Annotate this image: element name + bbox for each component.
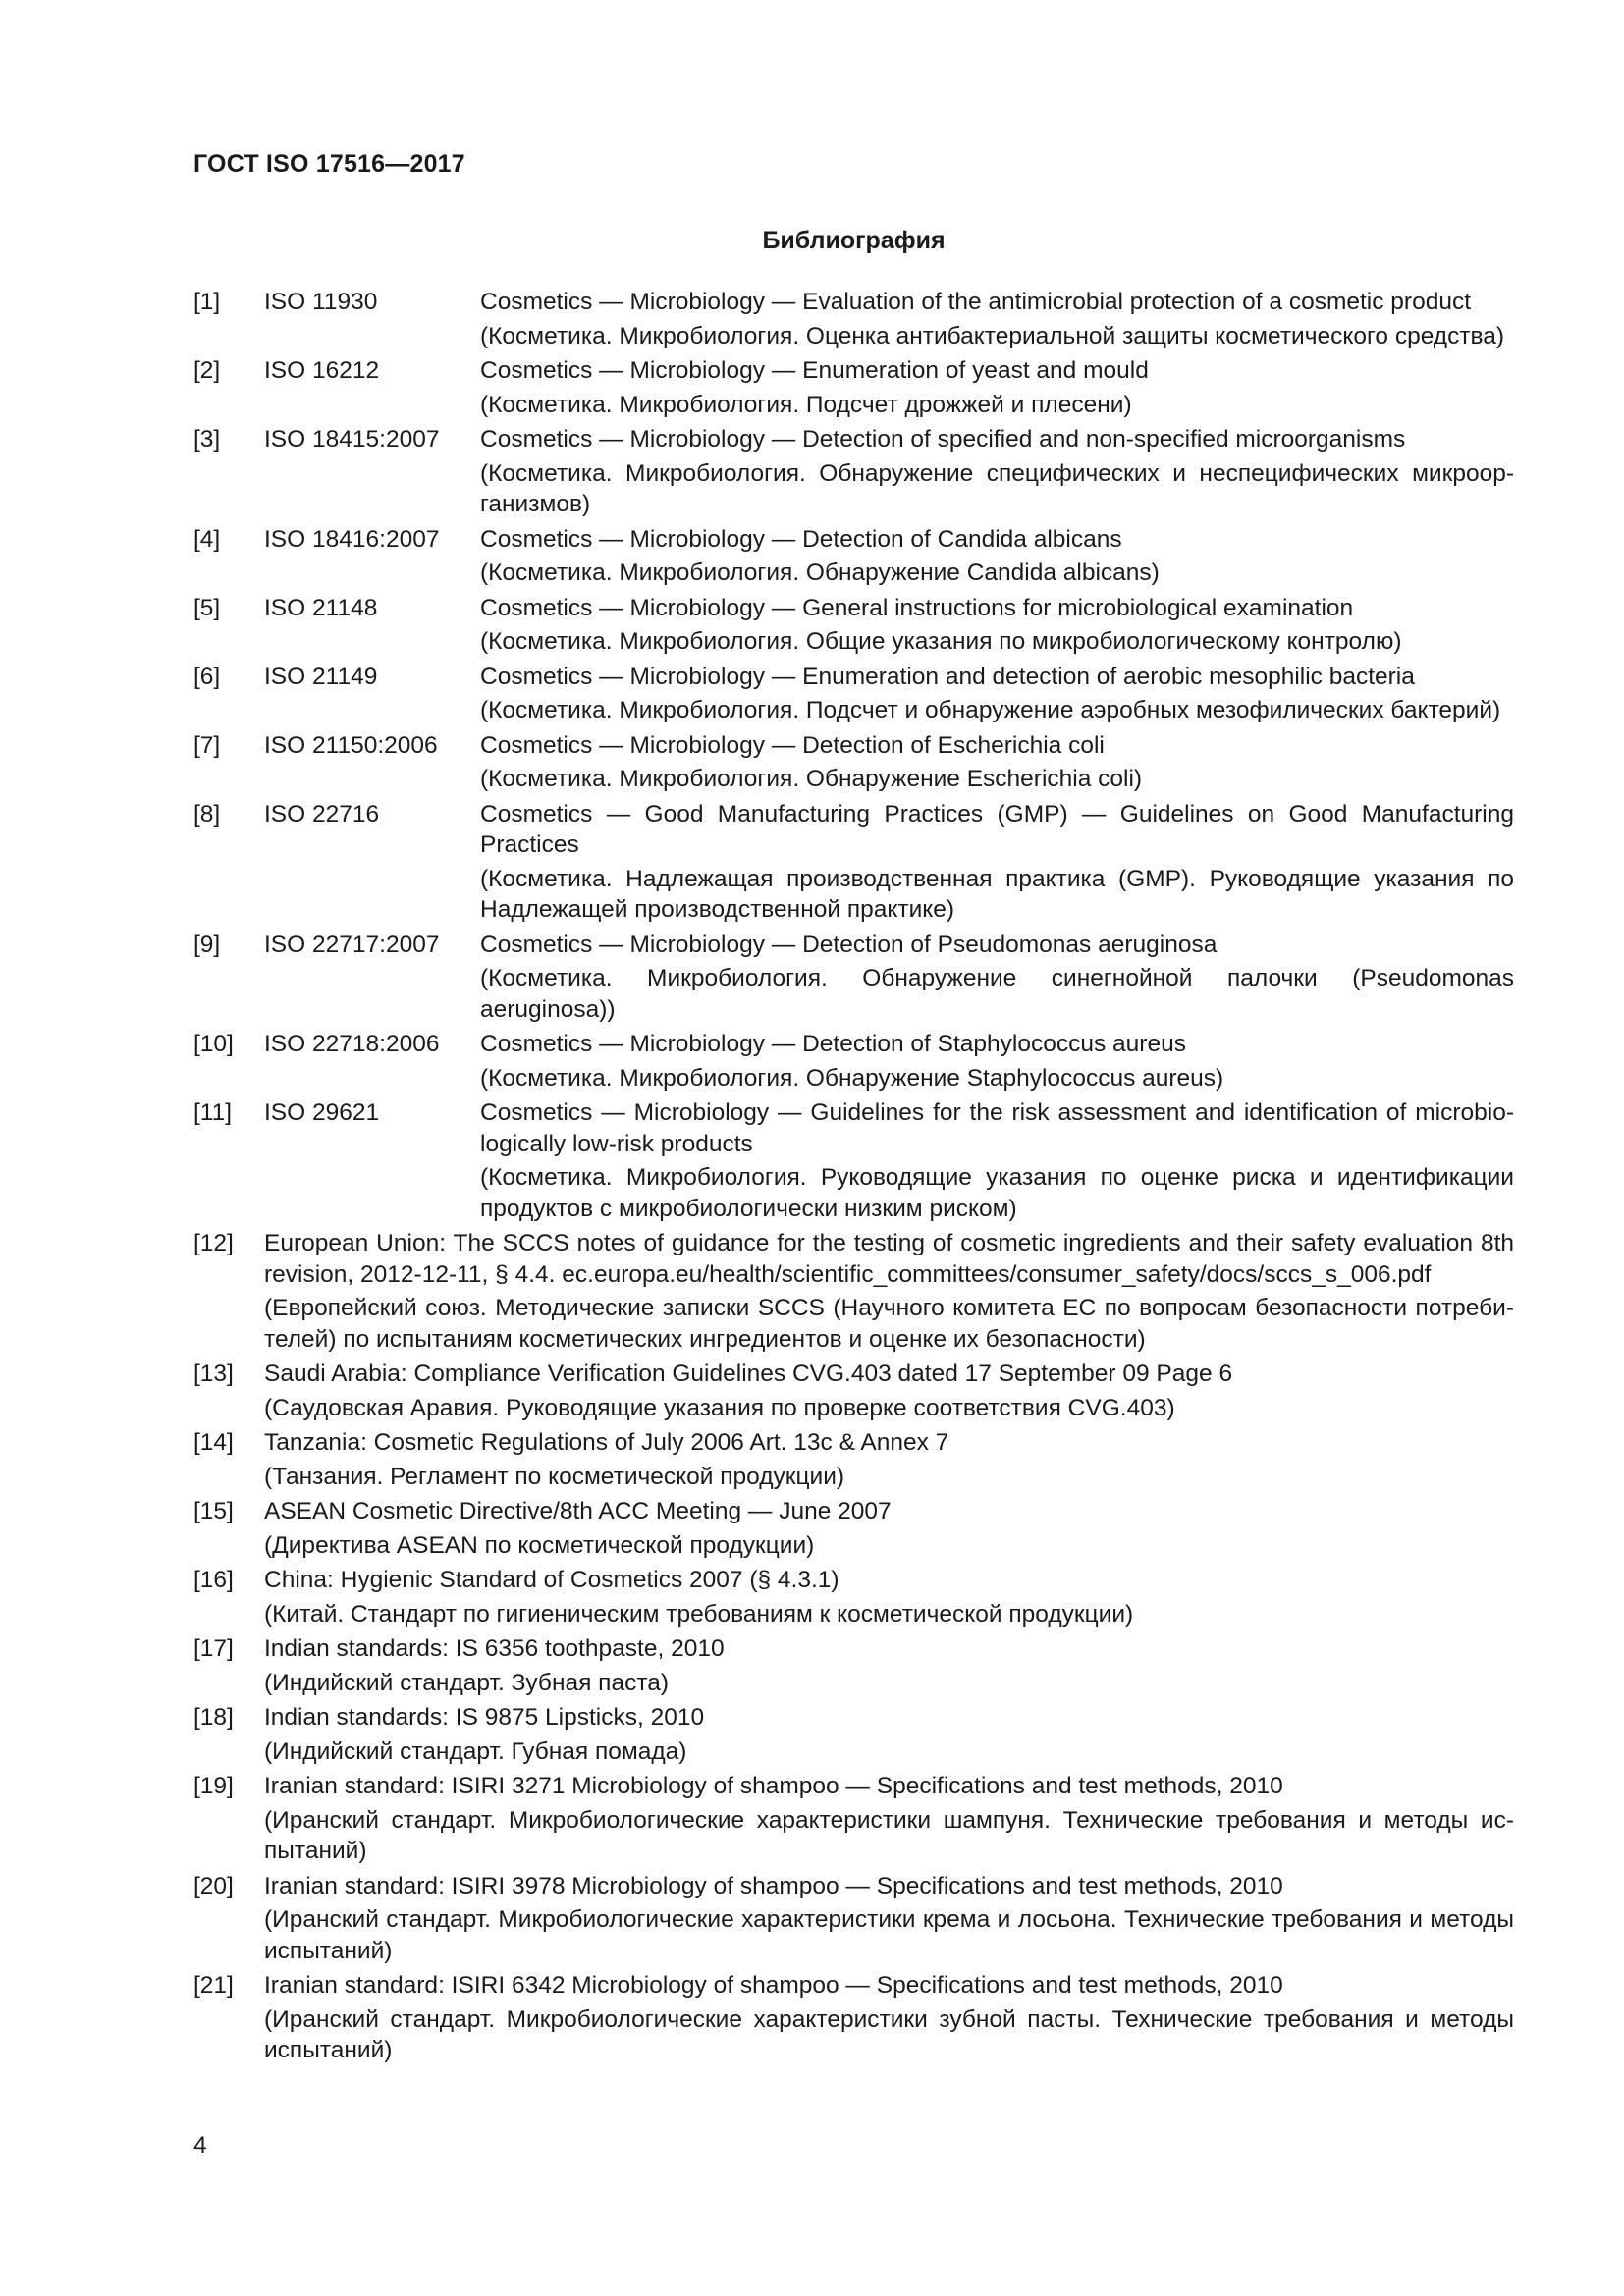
entry-title-en: Cosmetics — Microbiology — Enumeration and detection of aerobic mesophilic bacteria bbox=[480, 663, 1415, 690]
entry-number: [7] bbox=[193, 731, 221, 759]
entry-number: [20] bbox=[193, 1872, 234, 1899]
standard-code: ISO 21148 bbox=[264, 594, 378, 621]
bibliography-entry bbox=[193, 930, 1514, 1026]
entry-title-ru: (Косметика. Микробиология. Общие указания по микробиологическому контролю) bbox=[480, 628, 1402, 655]
bibliography-entry bbox=[193, 799, 1514, 926]
entry-title-ru: (Танзания. Регламент по косметической продукции) bbox=[264, 1463, 845, 1490]
entry-title-ru: (Индийский стандарт. Губная помада) bbox=[264, 1737, 687, 1765]
standard-code: ISO 18415:2007 bbox=[264, 426, 440, 453]
entry-title-en: Indian standards: IS 6356 toothpaste, 2010 bbox=[264, 1635, 725, 1662]
entry-title-ru: (Косметика. Микробиология. Руководящие указания по оценке риска и идентификации продуктов с микробиологически низким риском) bbox=[480, 1164, 1514, 1222]
bibliography-entry bbox=[193, 1633, 1514, 1698]
bibliography-entry bbox=[193, 424, 1514, 520]
entry-title-en: Cosmetics — Microbiology — Guidelines for the risk assessment and identification of microbiologically low-risk products bbox=[480, 1099, 1514, 1157]
bibliography-entry bbox=[193, 1702, 1514, 1767]
entry-title-ru: (Европейский союз. Методические записки SCCS (Научного комитета ЕС по вопросам безопасности потребителей) по испытаниям косметических ингредиентов и оценке их безопасности) bbox=[264, 1295, 1514, 1353]
entry-title-en: Iranian standard: ISIRI 3271 Microbiology of shampoo — Specifications and test methods, 2010 bbox=[264, 1773, 1283, 1799]
entry-number: [16] bbox=[193, 1567, 234, 1593]
bibliography-entry bbox=[193, 1029, 1514, 1094]
entry-number: [15] bbox=[193, 1498, 234, 1524]
standard-code: ISO 21149 bbox=[264, 663, 378, 690]
entry-title-ru: (Косметика. Микробиология. Обнаружение специфических и неспецифических микроорганизмов) bbox=[480, 459, 1514, 517]
bibliography-list bbox=[193, 287, 1514, 2070]
entry-title-ru: (Косметика. Микробиология. Подсчет и обнаружение аэробных мезофилических бактерий) bbox=[480, 697, 1501, 723]
entry-title-en: ASEAN Cosmetic Directive/8th ACC Meeting — June 2007 bbox=[264, 1498, 892, 1524]
standard-code: ISO 22716 bbox=[264, 800, 380, 828]
entry-number: [9] bbox=[193, 931, 221, 958]
standard-code: ISO 22717:2007 bbox=[264, 931, 440, 958]
entry-title-ru: (Косметика. Микробиология. Оценка антибактериальной защиты косметического средства) bbox=[480, 322, 1505, 349]
bibliography-title: Библиография bbox=[762, 227, 946, 254]
bibliography-entry bbox=[193, 1565, 1514, 1629]
entry-title-ru: (Косметика. Микробиология. Подсчет дрожжей и плесени) bbox=[480, 391, 1132, 418]
entry-title-ru: (Косметика. Микробиология. Обнаружение Staphylococcus aureus) bbox=[480, 1064, 1224, 1092]
entry-title-ru: (Иранский стандарт. Микробиологические характеристики шампуня. Технические требования и методы испытаний) bbox=[264, 1806, 1514, 1864]
entry-title-en: China: Hygienic Standard of Cosmetics 2007 (§ 4.3.1) bbox=[264, 1567, 839, 1593]
entry-number: [17] bbox=[193, 1635, 234, 1662]
entry-title-ru: (Директива ASEAN по косметической продукции) bbox=[264, 1531, 815, 1559]
entry-title-ru: (Косметика. Микробиология. Обнаружение Candida albicans) bbox=[480, 560, 1160, 586]
entry-title-en: Iranian standard: ISIRI 6342 Microbiology of shampoo — Specifications and test methods, 2010 bbox=[264, 1972, 1283, 1999]
bibliography-entry bbox=[193, 1097, 1514, 1224]
entry-title-en: Cosmetics — Good Manufacturing Practices (GMP) — Guidelines on Good Manufacturing Practices bbox=[480, 800, 1514, 858]
entry-number: [3] bbox=[193, 426, 221, 453]
entry-title-en: Cosmetics — Microbiology — Detection of Escherichia coli bbox=[480, 731, 1105, 759]
entry-title-en: Indian standards: IS 9875 Lipsticks, 2010 bbox=[264, 1704, 705, 1731]
entry-title-ru: (Китай. Стандарт по гигиеническим требованиям к косметической продукции) bbox=[264, 1600, 1134, 1628]
bibliography-entry bbox=[193, 1359, 1514, 1423]
bibliography-entry bbox=[193, 1228, 1514, 1355]
bibliography-entry bbox=[193, 593, 1514, 658]
entry-number: [19] bbox=[193, 1773, 234, 1799]
bibliography-entry bbox=[193, 524, 1514, 589]
entry-number: [21] bbox=[193, 1972, 234, 1999]
bibliography-entry bbox=[193, 1427, 1514, 1492]
document-header: ГОСТ ISO 17516—2017 bbox=[193, 150, 465, 178]
entry-number: [18] bbox=[193, 1704, 234, 1731]
bibliography-entry bbox=[193, 1496, 1514, 1561]
entry-title-ru: (Косметика. Микробиология. Обнаружение синегнойной палочки (Pseudomonas aeruginosa)) bbox=[480, 965, 1514, 1023]
bibliography-entry bbox=[193, 730, 1514, 795]
entry-title-en: Cosmetics — Microbiology — Detection of Candida albicans bbox=[480, 525, 1122, 553]
entry-title-en: Cosmetics — Microbiology — Evaluation of the antimicrobial protection of a cosmetic product bbox=[480, 289, 1472, 315]
entry-title-ru: (Иранский стандарт. Микробиологические характеристики крема и лосьона. Технические требования и методы испытаний) bbox=[264, 1906, 1514, 1964]
entry-title-en: Cosmetics — Microbiology — Detection of specified and non-specified microorganisms bbox=[480, 426, 1406, 453]
standard-code: ISO 18416:2007 bbox=[264, 525, 440, 553]
entry-number: [8] bbox=[193, 800, 221, 828]
entry-title-ru: (Косметика. Надлежащая производственная практика (GMP). Руководящие указания по Надлежащей производственной практике) bbox=[480, 865, 1514, 923]
bibliography-entry bbox=[193, 662, 1514, 726]
entry-title-en: Cosmetics — Microbiology — Enumeration of yeast and mould bbox=[480, 357, 1149, 384]
bibliography-entry bbox=[193, 1871, 1514, 1967]
bibliography-entry bbox=[193, 1970, 1514, 2066]
entry-number: [11] bbox=[193, 1099, 233, 1126]
standard-code: ISO 11930 bbox=[264, 289, 378, 315]
entry-number: [1] bbox=[193, 289, 221, 315]
bibliography-entry bbox=[193, 1771, 1514, 1867]
entry-title-en: Cosmetics — Microbiology — Detection of Pseudomonas aeruginosa bbox=[480, 931, 1218, 958]
standard-code: ISO 21150:2006 bbox=[264, 731, 438, 759]
entry-title-en: European Union: The SCCS notes of guidance for the testing of cosmetic ingredients and their safety evaluation 8th revision, 2012-12-11, § 4.4. ec.europa.eu/health/scientific_committees/consumer_safety/docs/sccs_s_006.pdf bbox=[264, 1230, 1514, 1288]
entry-number: [4] bbox=[193, 525, 221, 553]
entry-title-ru: (Косметика. Микробиология. Обнаружение Escherichia coli) bbox=[480, 766, 1143, 792]
entry-title-ru: (Иранский стандарт. Микробиологические характеристики зубной пасты. Технические требования и методы испытаний) bbox=[264, 2005, 1514, 2063]
entry-title-en: Cosmetics — Microbiology — General instructions for microbiological examination bbox=[480, 594, 1354, 621]
standard-code: ISO 29621 bbox=[264, 1099, 380, 1126]
standard-code: ISO 16212 bbox=[264, 357, 380, 384]
entry-title-en: Iranian standard: ISIRI 3978 Microbiology of shampoo — Specifications and test methods, 2010 bbox=[264, 1872, 1283, 1899]
entry-number: [12] bbox=[193, 1230, 234, 1256]
entry-number: [13] bbox=[193, 1361, 234, 1387]
entry-number: [2] bbox=[193, 357, 221, 384]
bibliography-entry bbox=[193, 287, 1514, 351]
entry-number: [5] bbox=[193, 594, 221, 621]
entry-title-en: Saudi Arabia: Compliance Verification Guidelines CVG.403 dated 17 September 09 Page 6 bbox=[264, 1361, 1233, 1387]
entry-number: [6] bbox=[193, 663, 221, 690]
entry-number: [14] bbox=[193, 1429, 234, 1456]
page-number: 4 bbox=[193, 2132, 207, 2159]
bibliography-entry bbox=[193, 355, 1514, 420]
entry-title-ru: (Индийский стандарт. Зубная паста) bbox=[264, 1669, 670, 1696]
entry-title-en: Tanzania: Cosmetic Regulations of July 2006 Art. 13c & Annex 7 bbox=[264, 1429, 949, 1456]
standard-code: ISO 22718:2006 bbox=[264, 1031, 440, 1057]
entry-title-ru: (Саудовская Аравия. Руководящие указания по проверке соответствия CVG.403) bbox=[264, 1394, 1175, 1421]
entry-number: [10] bbox=[193, 1031, 234, 1057]
entry-title-en: Cosmetics — Microbiology — Detection of Staphylococcus aureus bbox=[480, 1031, 1186, 1057]
